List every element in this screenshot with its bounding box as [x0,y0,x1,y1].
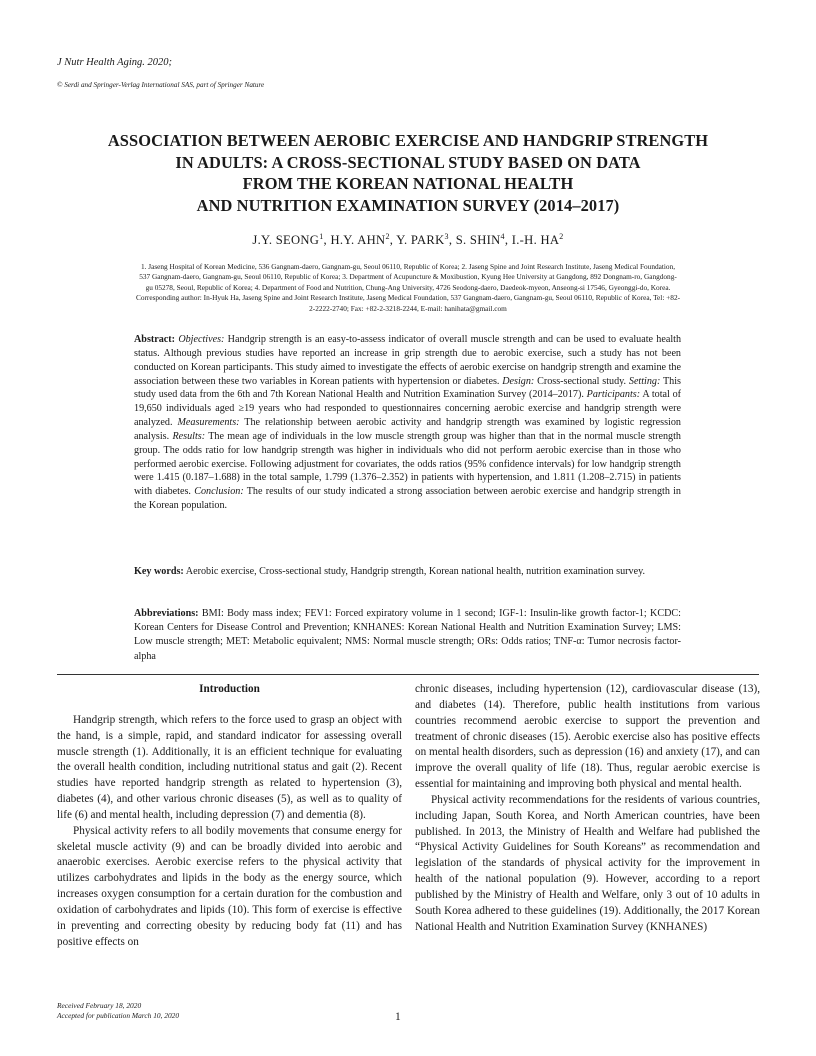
author-affiliation-mark: 2 [559,232,564,241]
section-divider [57,674,759,675]
abbreviations [134,607,681,664]
copyright-notice: © Serdi and Springer-Verlag International SAS, part of Springer Nature [57,81,265,89]
author-name: I.-H. HA [511,233,560,248]
participants-label: Participants: [586,389,641,401]
body-paragraph: chronic diseases, including hypertension (12), cardiovascular disease (13), and diabetes (14). Therefore, public health institutions from various countries recommend aerobic exercise to support the prevention and treatment of chronic diseases (15). Aerobic exercise also has positive effects on mental health disorders, such as depression (16) and anxiety (17), and can improve the overall quality of life (18). Thus, regular aerobic exercise is essential for maintaining and improving both physical and mental health. [415,683,760,791]
objectives-label: Objectives: [178,334,225,345]
results-label: Results: [172,430,206,442]
keywords-label: Key words: [134,566,184,577]
abstract-label: Abstract: [134,334,176,345]
setting-text: This study used data from the 6th and 7th Korean National Health and Nutrition Examination Survey (2014–2017). [134,375,681,401]
author-affiliation-mark: 4 [500,232,505,241]
affiliation-line: 537 Gangnam-daero, Gangnam-gu, Seoul 06110, Republic of Korea; 3. Department of Acupuncture & Moxibustion, Kyung Hee University at Gangdong, 892 Dongnam-ro, Gangdong- [139,272,677,282]
author-name: S. SHIN [455,233,501,248]
body-column-left [57,682,402,951]
author-affiliation-mark: 3 [444,232,449,241]
publication-dates [57,1001,179,1021]
body-paragraph: Physical activity recommendations for the residents of various countries, including Japan, South Korea, and North American countries, have been published. In 2013, the Ministry of Health and Welfare had published the “Physical Activity Guidelines for South Koreans” as recommendation and legislation of the standards of physical activity for the improvement in health of the national population (9). However, according to a report published by the Ministry of Health and Welfare, only 3 out of 10 adults in South Korea adhered to these guidelines (19). Additionally, the 2017 Korean National Health and Nutrition Examination Survey (KNHANES) [415,793,760,933]
design-text: Cross-sectional study. [537,375,627,387]
body-paragraph: Physical activity refers to all bodily movements that consume energy for skeletal muscle activity (9) and can be broadly divided into aerobic and anaerobic exercises. Aerobic exercise refers to the physical activity that utilizes carbohydrates and lipids in the body as the energy source, which increases oxygen consumption for a certain duration for the combustion and oxidation of carbohydrates and lipids (10). This form of exercise is effective in preventing and correcting obesity by reducing body fat (11) and has positive effects on [57,824,402,948]
affiliation-line: gu 05278, Seoul, Republic of Korea; 4. Department of Food and Nutrition, Chung-Ang University, 4726 Seodong-daero, Daedeok-myeon, Anseong-si 17546, Gyeonggi-do, Korea. [145,282,671,292]
article-title [40,130,776,216]
abbreviations-label: Abbreviations: [134,608,199,619]
objectives-text: Handgrip strength is an easy-to-assess indicator of overall muscle strength and can be used to evaluate health status. Although previous studies have reported an increase in grip strength due to aerobic exercise, such a study has not been conducted on Korean participants. This study aimed to investigate the effects of aerobic exercise on handgrip strength and examine the association between these two variables in Korean patients with hypertension or diabetes. [134,334,682,387]
author-affiliation-mark: 2 [385,232,390,241]
affiliations [60,262,756,314]
abstract [134,333,681,513]
affiliation-line: Corresponding author: In-Hyuk Ha, Jaseng Spine and Joint Research Institute, Jaseng Medical Foundation, 537 Gangnam-daero, Gangnam-gu, Seoul 06110, Republic of Korea, Tel: +82- [135,293,681,303]
title-line: FROM THE KOREAN NATIONAL HEALTH [242,174,574,193]
author-name: J.Y. SEONG [252,233,320,248]
author-name: Y. PARK [396,233,445,248]
body-paragraph: Handgrip strength, which refers to the force used to grasp an object with the hand, is a simple, rapid, and standard indicator for assessing overall muscle strength (1). Additionally, it is an efficient technique for evaluating the overall health condition, including nutritional status and gait (2). Recent studies have reported handgrip strength as related to hypertension (3), diabetes (4), and other various chronic diseases (5), as well as to quality of life (6) and mental health, including depression (7) and dementia (8). [57,713,402,821]
affiliation-line: 2-2222-2740; Fax: +82-2-3218-2244, E-mail: hanihata@gmail.com [309,303,507,313]
title-line: ASSOCIATION BETWEEN AEROBIC EXERCISE AND HANDGRIP STRENGTH [107,131,709,150]
design-label: Design: [502,375,535,387]
title-line: IN ADULTS: A CROSS-SECTIONAL STUDY BASED ON DATA [175,152,641,172]
title-line: AND NUTRITION EXAMINATION SURVEY (2014–2017) [196,195,620,215]
results-text: The mean age of individuals in the low muscle strength group was higher than that in the normal muscle strength group. The odds ratio for low handgrip strength was higher in individuals who did not perform aerobic exercise than in those who performed aerobic exercise. Following adjustment for covariates, the odds ratios (95% confidence intervals) for low handgrip strength were 1.415 (0.187–1.688) in the total sample, 1.799 (1.376–2.352) in patients with hypertension, and 1.811 (1.208–2.715) in patients with diabetes. [134,430,681,498]
keywords-text: Aerobic exercise, Cross-sectional study, Handgrip strength, Korean national health, nutrition examination survey. [185,566,646,577]
setting-label: Setting: [628,375,661,387]
journal-citation: J Nutr Health Aging. 2020; [57,57,173,68]
measurements-label: Measurements: [177,417,240,429]
accepted-date: Accepted for publication March 10, 2020 [57,1011,180,1020]
body-column-right [415,682,760,936]
abbreviations-text: BMI: Body mass index; FEV1: Forced expiratory volume in 1 second; IGF-1: Insulin-like growth factor-1; KCDC: Korean Centers for Disease Control and Prevention; KNHANES: Korean National Health and Nutrition Examination Survey; LMS: Low muscle strength; MET: Metabolic equivalent; NMS: Normal muscle strength; ORs: Odds ratios; TNF-α: Tumor necrosis factor-alpha [134,608,681,662]
page-number: 1 [395,1011,401,1023]
measurements-text: The relationship between aerobic activity and handgrip strength was examined by logistic regression analysis. [134,417,681,442]
introduction-heading: Introduction [199,683,260,695]
conclusion-text: The results of our study indicated a strong association between aerobic exercise and handgrip strength in the Korean population. [134,486,681,512]
author-affiliation-mark: 1 [319,232,324,241]
affiliation-line: 1. Jaseng Hospital of Korean Medicine, 536 Gangnam-daero, Gangnam-gu, Seoul 06110, Republic of Korea; 2. Jaseng Spine and Joint Research Institute, Jaseng Medical Foundation, [140,262,676,271]
conclusion-label: Conclusion: [194,486,244,498]
received-date: Received February 18, 2020 [57,1001,142,1010]
author-name: H.Y. AHN [330,233,386,248]
author-list: J.Y. SEONG$^1$, H.Y. AHN$^2$, Y. PARK$^3$, S. SHIN$^4$, I.-H. $HA^2$ [252,232,564,248]
keywords [134,565,681,579]
participants-text: A total of 19,650 individuals aged ≥19 years who had responded to questionnaires concerning aerobic exercise and handgrip strength were analyzed. [134,389,682,429]
